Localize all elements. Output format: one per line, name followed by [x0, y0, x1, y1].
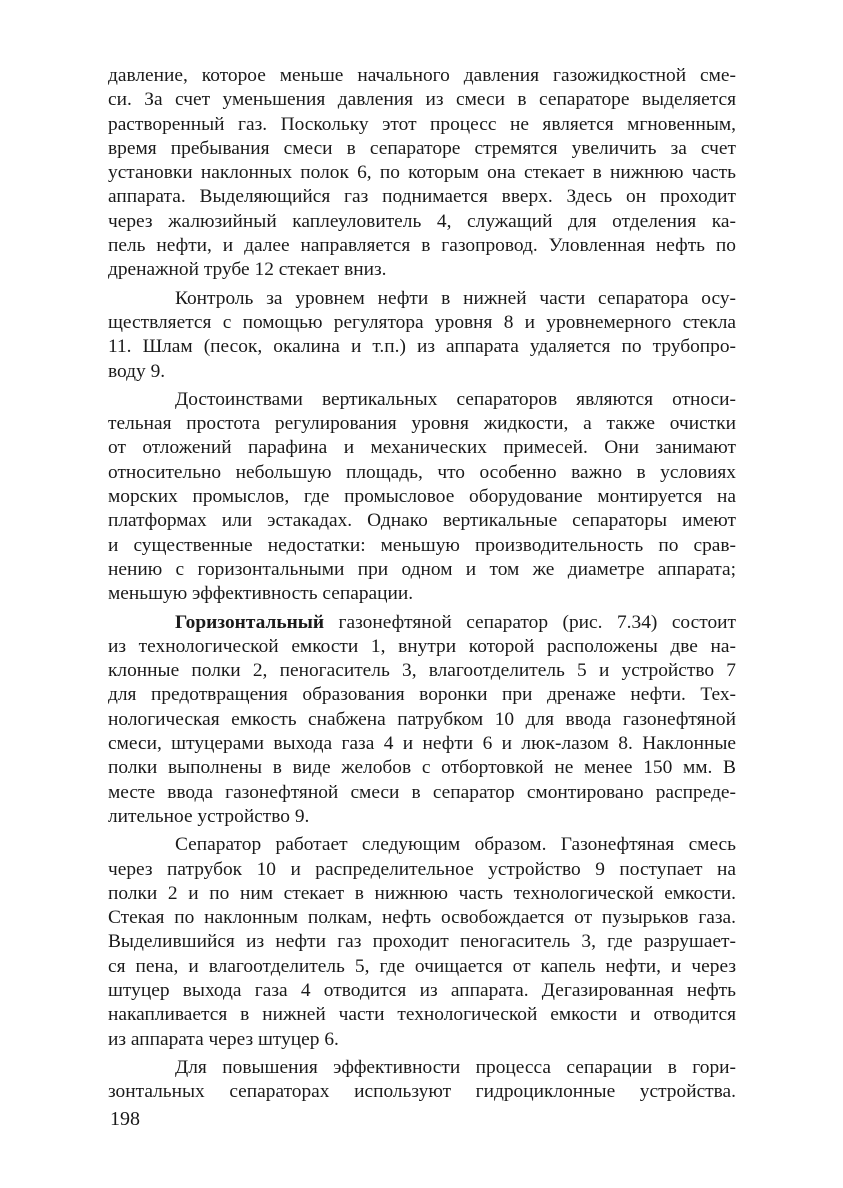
body-text [108, 64, 736, 1104]
text-line: и существенные недостатки: меньшую производительность по срав- [108, 534, 736, 556]
text-line: накапливается в нижней части технологической емкости и отводится [108, 1004, 736, 1026]
text-line: ществляется с помощью регулятора уровня 8 и уровнемерного стекла [108, 311, 736, 333]
text-line: время пребывания смеси в сепараторе стремятся увеличить за счет [108, 137, 736, 159]
text-line: из аппарата через штуцер 6. [108, 1028, 339, 1050]
text-line: Выделившийся из нефти газ проходит пеногаситель 3, где разрушает- [108, 931, 736, 953]
text-line: полки 2 и по ним стекает в нижнюю часть технологической емкости. [108, 882, 736, 904]
text-line: Стекая по наклонным полкам, нефть освобождается от пузырьков газа. [108, 907, 736, 929]
text-line: относительно небольшую площадь, что особенно важно в условиях [108, 461, 736, 483]
text-line-rest: газонефтяной сепаратор (рис. 7.34) состоит [324, 611, 736, 633]
text-line: 11. Шлам (песок, окалина и т.п.) из аппарата удаляется по трубопро- [108, 336, 736, 358]
paragraph-3 [108, 388, 736, 607]
text-line: от отложений парафина и механических примесей. Они занимают [108, 437, 736, 459]
paragraph-4 [108, 611, 736, 830]
text-line: тельная простота регулирования уровня жидкости, а также очистки [108, 413, 736, 435]
text-line: Для повышения эффективности процесса сепарации в гори- [175, 1056, 736, 1078]
text-line: дренажной трубе 12 стекает вниз. [108, 259, 387, 281]
text-line: ся пена, и влагоотделитель 5, где очищается от капель нефти, и через [108, 955, 736, 977]
text-line: из технологической емкости 1, внутри которой расположены две на- [108, 635, 736, 657]
text-line: лительное устройство 9. [108, 805, 310, 827]
text-line: через патрубок 10 и распределительное устройство 9 поступает на [108, 858, 736, 880]
text-line: клонные полки 2, пеногаситель 3, влагоотделитель 5 и устройство 7 [108, 660, 736, 682]
bold-term: Горизонтальный [175, 611, 325, 633]
text-line: Контроль за уровнем нефти в нижней части сепаратора осу- [175, 287, 736, 309]
paragraph-2 [108, 287, 736, 384]
text-line: воду 9. [108, 360, 166, 382]
text-line: смеси, штуцерами выхода газа 4 и нефти 6 и люк-лазом 8. Наклонные [108, 733, 736, 755]
paragraph-5 [108, 833, 736, 1052]
text-line: меньшую эффективность сепарации. [108, 583, 414, 605]
text-line: Сепаратор работает следующим образом. Газонефтяная смесь [175, 834, 736, 856]
paragraph-6 [108, 1056, 736, 1105]
page-number: 198 [110, 1108, 140, 1130]
text-line: си. За счет уменьшения давления из смеси в сепараторе выделяется [108, 89, 736, 111]
text-line: полки выполнены в виде желобов с отбортовкой не менее 150 мм. В [108, 757, 736, 779]
text-line: установки наклонных полок 6, по которым она стекает в нижнюю часть [108, 162, 736, 184]
text-line: Достоинствами вертикальных сепараторов являются относи- [175, 388, 736, 410]
text-line: морских промыслов, где промысловое оборудование монтируется на [108, 486, 736, 508]
text-line: пель нефти, и далее направляется в газопровод. Уловленная нефть по [108, 235, 736, 257]
text-line: нению с горизонтальными при одном и том же диаметре аппарата; [108, 558, 736, 580]
text-line: зонтальных сепараторах используют гидроциклонные устройства. [108, 1081, 736, 1103]
text-line: растворенный газ. Поскольку этот процесс не является мгновенным, [108, 113, 736, 135]
text-line: месте ввода газонефтяной смеси в сепаратор смонтировано распреде- [108, 781, 736, 803]
text-line: аппарата. Выделяющийся газ поднимается вверх. Здесь он проходит [108, 186, 736, 208]
text-line: нологическая емкость снабжена патрубком 10 для ввода газонефтяной [108, 708, 736, 730]
text-line: штуцер выхода газа 4 отводится из аппарата. Дегазированная нефть [108, 979, 736, 1001]
text-line: для предотвращения образования воронки при дренаже нефти. Тех- [108, 684, 736, 706]
paragraph-1 [108, 64, 736, 283]
text-line: платформах или эстакадах. Однако вертикальные сепараторы имеют [108, 510, 736, 532]
text-line: давление, которое меньше начального давления газожидкостной сме- [108, 65, 736, 86]
text-line [108, 611, 736, 635]
text-line: через жалюзийный каплеуловитель 4, служащий для отделения ка- [108, 210, 736, 232]
